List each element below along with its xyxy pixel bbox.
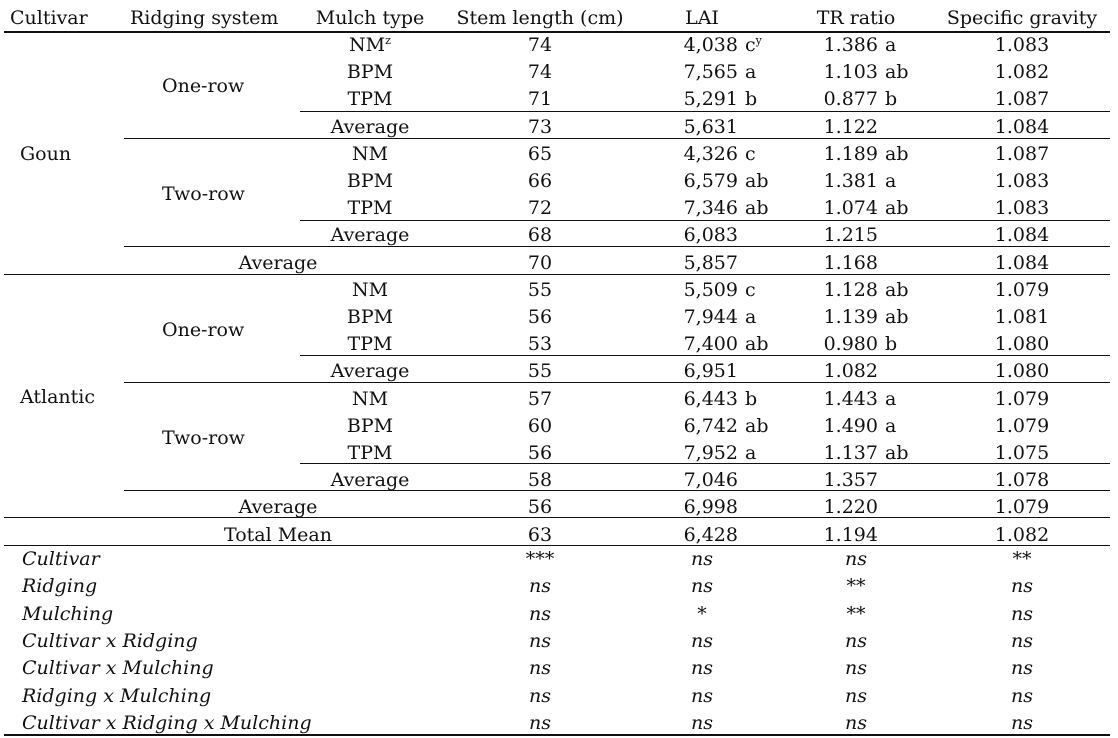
mulch-type-cell [347,59,393,85]
stem-length-cell: 58 [527,469,553,492]
tr-significance-letter: b [885,88,898,111]
mulch-type-text: BPM [346,414,394,437]
lai-cell [668,358,738,384]
stem-length-cell: 74 [527,34,553,56]
tr-ratio-value: 0.980 [823,333,878,356]
anova-significance-cell: ns [845,629,867,652]
tr-ratio-value: 1.357 [823,469,878,492]
lai-value: 6,443 [683,387,738,410]
mulch-type-text: Average [330,360,410,383]
table-rule [300,111,1110,112]
specific-gravity-cell: 1.084 [994,115,1050,138]
tr-ratio-cell [822,277,909,303]
tr-ratio-cell [822,86,897,112]
anova-significance-cell: ** [846,575,866,598]
stem-length-cell: 72 [527,197,553,220]
anova-significance-cell: ns [529,684,551,707]
anova-factor-label: Cultivar x Ridging x Mulching [22,711,312,734]
header-specific-gravity: Specific gravity [946,7,1098,29]
stem-length-cell: 63 [527,523,553,546]
anova-significance-cell: ** [846,602,866,625]
lai-cell [668,141,756,167]
mulch-type-text: NM [349,34,386,56]
tr-significance-letter: a [885,387,897,410]
table-rule [4,734,1110,736]
anova-significance-cell: ns [845,711,867,734]
lai-cell [668,386,757,412]
anova-significance-cell: *** [525,548,555,570]
tr-ratio-value: 1.168 [823,251,878,274]
lai-significance-letter: c [745,278,756,301]
anova-significance-cell: ns [845,684,867,707]
anova-factor-label: Cultivar x Ridging [22,629,198,652]
tr-significance-letter: ab [885,442,909,464]
tr-significance-letter: ab [885,61,909,84]
stem-length-cell: 71 [527,88,553,111]
mulch-type-cell [347,304,393,330]
stem-length-cell: 55 [527,278,553,301]
tr-ratio-value: 1.074 [823,197,878,220]
tr-ratio-value: 1.386 [823,34,878,56]
tr-ratio-cell [822,331,897,357]
mulch-type-text: NM [351,387,389,410]
footnote-mark: y [755,34,762,47]
specific-gravity-cell: 1.079 [994,496,1050,519]
lai-significance-letter: ab [745,170,769,192]
header-mulch-type: Mulch type [315,7,425,29]
tr-ratio-value: 1.381 [823,170,878,192]
stem-length-cell: 56 [527,442,553,464]
stem-length-cell: 74 [527,61,553,84]
tr-ratio-value: 1.139 [823,306,878,328]
tr-ratio-value: 1.194 [823,523,878,546]
lai-cell [668,59,756,85]
lai-cell [668,250,738,276]
stem-length-cell: 57 [527,387,553,410]
tr-ratio-cell [822,413,896,439]
tr-ratio-value: 1.443 [823,387,878,410]
header-cultivar: Cultivar [10,7,88,29]
anova-significance-cell: ns [1011,711,1033,734]
table-rule [300,463,1110,464]
mulch-type-text: Average [330,469,410,492]
lai-cell [668,522,738,548]
tr-ratio-cell [822,250,878,276]
table-rule [300,355,1110,356]
stem-length-cell: 70 [527,251,553,274]
tr-significance-letter: ab [885,197,909,220]
lai-significance-letter: ab [745,333,769,356]
specific-gravity-cell: 1.082 [994,61,1050,84]
mulch-type-cell [331,222,410,248]
anova-significance-cell: ns [1011,684,1033,707]
specific-gravity-cell: 1.080 [994,360,1050,383]
anova-factor-label: Ridging [22,575,98,598]
anova-significance-cell: * [697,602,707,625]
mulch-type-cell [331,358,410,384]
mulch-type-cell [348,331,393,357]
lai-cell [668,86,757,112]
lai-value: 6,579 [683,170,738,192]
anova-significance-cell: ns [691,548,713,570]
lai-value: 7,400 [683,333,738,356]
lai-value: 6,998 [683,496,738,519]
lai-value: 6,742 [683,414,738,437]
tr-significance-letter: ab [885,278,909,301]
anova-significance-cell: ns [1011,602,1033,625]
lai-value: 5,509 [683,278,738,301]
tr-significance-letter: a [885,34,897,56]
mulch-type-cell [347,413,393,439]
stem-length-cell: 55 [527,360,553,383]
mulch-type-cell [349,32,391,58]
anova-significance-cell: ** [1012,548,1032,570]
lai-value: 7,346 [683,197,738,220]
tr-ratio-cell [822,222,878,248]
anova-significance-cell: ns [691,629,713,652]
anova-significance-cell: ns [691,684,713,707]
summary-label: Total Mean [224,523,332,546]
tr-ratio-value: 1.122 [823,115,878,138]
anova-significance-cell: ns [529,602,551,625]
tr-ratio-cell [822,59,909,85]
ridging-label-goun-two-row: Two-row [162,183,245,205]
lai-cell [668,222,738,248]
lai-value: 5,857 [683,251,738,274]
table-rule [300,220,1110,221]
tr-ratio-value: 1.137 [823,442,878,464]
tr-ratio-value: 0.877 [823,88,878,111]
table-rule [124,138,1110,139]
summary-label: Average [238,496,318,519]
lai-significance-letter: $c^y$ [745,34,762,56]
mulch-type-cell [348,86,393,112]
summary-label: Average [238,251,318,274]
lai-cell [668,331,769,357]
tr-ratio-value: 1.082 [823,360,878,383]
tr-significance-letter: a [885,414,897,437]
mulch-type-text: TPM [347,333,393,356]
stem-length-cell: 56 [527,496,553,519]
specific-gravity-cell: 1.075 [994,442,1050,464]
anova-significance-cell: ns [529,657,551,680]
tr-ratio-cell [822,195,909,221]
lai-value: 7,952 [683,442,738,464]
mulch-type-cell [347,168,393,194]
tr-ratio-cell [822,168,896,194]
lai-value: 6,083 [683,224,738,247]
mulch-type-text: Average [330,115,410,138]
lai-cell [668,114,738,140]
table-rule [124,490,1110,491]
stem-length-cell: 66 [527,170,553,192]
tr-ratio-cell [822,32,896,58]
anova-factor-label: Cultivar x Mulching [22,657,214,680]
mulch-type-cell [352,277,388,303]
tr-ratio-cell [822,141,909,167]
header-ridging-system: Ridging system [130,7,279,29]
anova-significance-cell: ns [691,575,713,598]
anova-significance-cell: ns [1011,629,1033,652]
mulch-type-cell [352,386,388,412]
footnote-mark: z [385,34,391,47]
table-rule [4,517,1110,518]
lai-significance-letter: ab [745,414,769,437]
anova-significance-cell: ns [845,657,867,680]
ridging-label-atlantic-one-row: One-row [162,319,245,341]
lai-value: 4,038 [683,34,738,56]
tr-significance-letter: a [885,170,897,192]
lai-value: 5,291 [683,88,738,111]
lai-cell [668,32,762,58]
specific-gravity-cell: 1.079 [994,414,1050,437]
lai-value: 6,428 [683,523,738,546]
specific-gravity-cell: 1.084 [994,224,1050,247]
cultivar-label-goun: Goun [20,143,72,165]
specific-gravity-cell: 1.081 [994,306,1050,328]
lai-cell [668,413,769,439]
lai-significance-letter: a [745,306,757,328]
specific-gravity-cell: 1.082 [994,523,1050,546]
cultivar-label-atlantic: Atlantic [20,386,96,408]
tr-ratio-value: 1.215 [823,224,878,247]
anova-significance-cell: ns [845,548,867,570]
mulch-type-text: TPM [347,88,393,111]
header-tr-ratio: TR ratio [816,7,896,29]
specific-gravity-cell: 1.084 [994,251,1050,274]
anova-factor-label: Cultivar [22,548,100,570]
table-rule [4,274,1110,275]
tr-ratio-value: 1.490 [823,414,878,437]
tr-ratio-value: 1.128 [823,278,878,301]
tr-ratio-cell [822,358,878,384]
anova-significance-cell: ns [529,575,551,598]
mulch-type-cell [348,195,393,221]
tr-ratio-cell [822,522,878,548]
table-rule [124,382,1110,383]
anova-significance-cell: ns [529,629,551,652]
table-rule [124,246,1110,247]
tr-ratio-cell [822,114,878,140]
specific-gravity-cell: 1.083 [994,34,1050,56]
table-rule [4,545,1110,546]
lai-value: 7,046 [683,469,738,492]
mulch-type-cell [331,114,410,140]
mulch-type-text: Average [330,224,410,247]
anova-significance-cell: ns [1011,575,1033,598]
tr-ratio-value: 1.220 [823,496,878,519]
mulch-type-cell [352,141,388,167]
anova-significance-cell: ns [691,657,713,680]
stem-length-cell: 65 [527,142,553,165]
header-lai: LAI [685,7,719,29]
specific-gravity-cell: 1.087 [994,88,1050,111]
lai-value: 5,631 [683,115,738,138]
tr-ratio-value: 1.189 [823,142,878,165]
mulch-type-text: TPM [347,442,393,464]
specific-gravity-cell: 1.079 [994,387,1050,410]
lai-cell [668,277,756,303]
lai-value: 7,565 [683,61,738,84]
lai-value: 6,951 [683,360,738,383]
tr-ratio-cell [822,386,896,412]
lai-significance-letter: a [745,61,757,84]
lai-value: 4,326 [683,142,738,165]
specific-gravity-cell: 1.078 [994,469,1050,492]
mulch-type-text: TPM [347,197,393,220]
lai-value: 7,944 [683,306,738,328]
anova-factor-label: Ridging x Mulching [22,684,212,707]
mulch-type-text: BPM [346,170,394,192]
anova-significance-cell: ns [1011,657,1033,680]
header-stem-length: Stem length (cm) [456,7,624,29]
anova-significance-cell: ns [529,711,551,734]
ridging-label-atlantic-two-row: Two-row [162,427,245,449]
specific-gravity-cell: 1.083 [994,170,1050,192]
ridging-label-goun-one-row: One-row [162,75,245,97]
anova-significance-cell: ns [691,711,713,734]
specific-gravity-cell: 1.080 [994,333,1050,356]
specific-gravity-cell: 1.083 [994,197,1050,220]
specific-gravity-cell: 1.079 [994,278,1050,301]
tr-ratio-value: 1.103 [823,61,878,84]
anova-factor-label: Mulching [22,602,114,625]
stem-length-cell: 53 [527,333,553,356]
lai-significance-letter: c [745,142,756,165]
lai-cell [668,195,769,221]
tr-significance-letter: ab [885,306,909,328]
tr-ratio-cell [822,304,909,330]
tr-significance-letter: b [885,333,898,356]
lai-significance-letter: ab [745,197,769,220]
mulch-type-text: BPM [346,306,394,328]
stem-length-cell: 56 [527,306,553,328]
stem-length-cell: 73 [527,115,553,138]
lai-significance-letter: b [745,387,758,410]
stem-length-cell: 68 [527,224,553,247]
mulch-type-text: BPM [346,61,394,84]
stem-length-cell: 60 [527,414,553,437]
mulch-type-text: NM [351,278,389,301]
lai-cell [668,168,769,194]
lai-significance-letter: b [745,88,758,111]
table-rule [4,31,1110,33]
lai-significance-letter: a [745,442,757,464]
lai-cell [668,304,756,330]
mulch-type-text: NM [351,142,389,165]
tr-significance-letter: ab [885,142,909,165]
specific-gravity-cell: 1.087 [994,142,1050,165]
